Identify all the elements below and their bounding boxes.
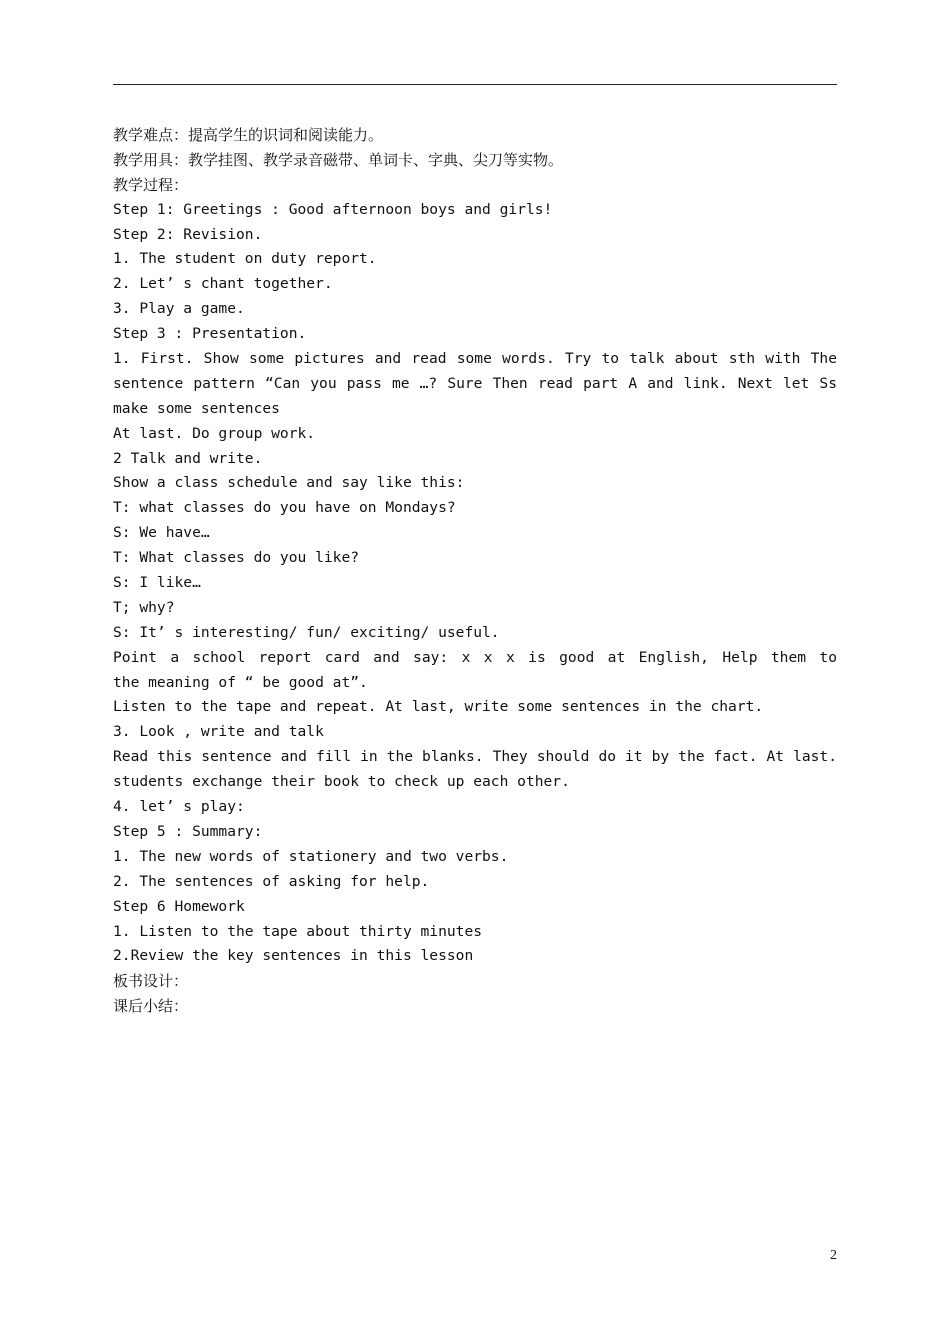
text-line: 1. Listen to the tape about thirty minutes: [113, 922, 483, 940]
text-line: Listen to the tape and repeat. At last, write some sentences in the chart.: [113, 698, 764, 716]
text-line: S: It’ s interesting/ fun/ exciting/ useful.: [113, 623, 500, 641]
text-line: 教学难点：提高学生的识词和阅读能力。: [113, 126, 384, 144]
text-line: T: what classes do you have on Mondays?: [113, 499, 456, 517]
text-line: Point a school report card and say: x x x is good at English, Help them to: [113, 648, 837, 666]
text-line: 教学用具：教学挂图、教学录音磁带、单词卡、字典、尖刀等实物。: [113, 150, 564, 169]
text-line: 2. The sentences of asking for help.: [113, 872, 430, 890]
page-number: 2: [830, 1248, 837, 1263]
document-body: [113, 123, 837, 1019]
text-line: 1. The new words of stationery and two verbs.: [113, 847, 509, 865]
text-line: 2.Review the key sentences in this lesson: [113, 947, 474, 965]
text-line: Step 2: Revision.: [113, 225, 263, 243]
text-line: 课后小结：: [113, 997, 189, 1016]
text-line: 3. Play a game.: [113, 300, 245, 318]
text-line: S: I like…: [113, 574, 201, 592]
text-line: sentence pattern “Can you pass me …? Sure Then read part A and link. Next let Ss: [113, 374, 837, 392]
text-line: make some sentences: [113, 399, 280, 417]
text-line: 1. The student on duty report.: [113, 250, 377, 268]
text-line: 4. let’ s play:: [113, 798, 245, 816]
text-line: 2 Talk and write.: [113, 449, 263, 467]
text-line: At last. Do group work.: [113, 424, 316, 442]
text-line: 2. Let’ s chant together.: [113, 275, 333, 293]
text-line: Read this sentence and fill in the blanks. They should do it by the fact. At last.: [113, 748, 837, 766]
text-line: Step 6 Homework: [113, 897, 245, 915]
text-line: T; why?: [113, 598, 175, 616]
text-line: S: We have…: [113, 524, 210, 542]
text-line: Step 1: Greetings : Good afternoon boys and girls!: [113, 200, 553, 218]
text-line: 板书设计：: [113, 972, 189, 991]
text-line: 3. Look , write and talk: [113, 723, 324, 741]
text-line: students exchange their book to check up each other.: [113, 773, 570, 791]
text-line: Show a class schedule and say like this:: [113, 474, 465, 492]
text-line: Step 3 : Presentation.: [113, 325, 307, 343]
header-rule: [113, 84, 837, 85]
text-line: T: What classes do you like?: [113, 549, 360, 567]
text-line: 1. First. Show some pictures and read some words. Try to talk about sth with The: [113, 350, 837, 368]
text-line: the meaning of “ be good at”.: [113, 673, 368, 691]
text-line: 教学过程：: [113, 175, 189, 194]
text-line: Step 5 : Summary:: [113, 822, 263, 840]
